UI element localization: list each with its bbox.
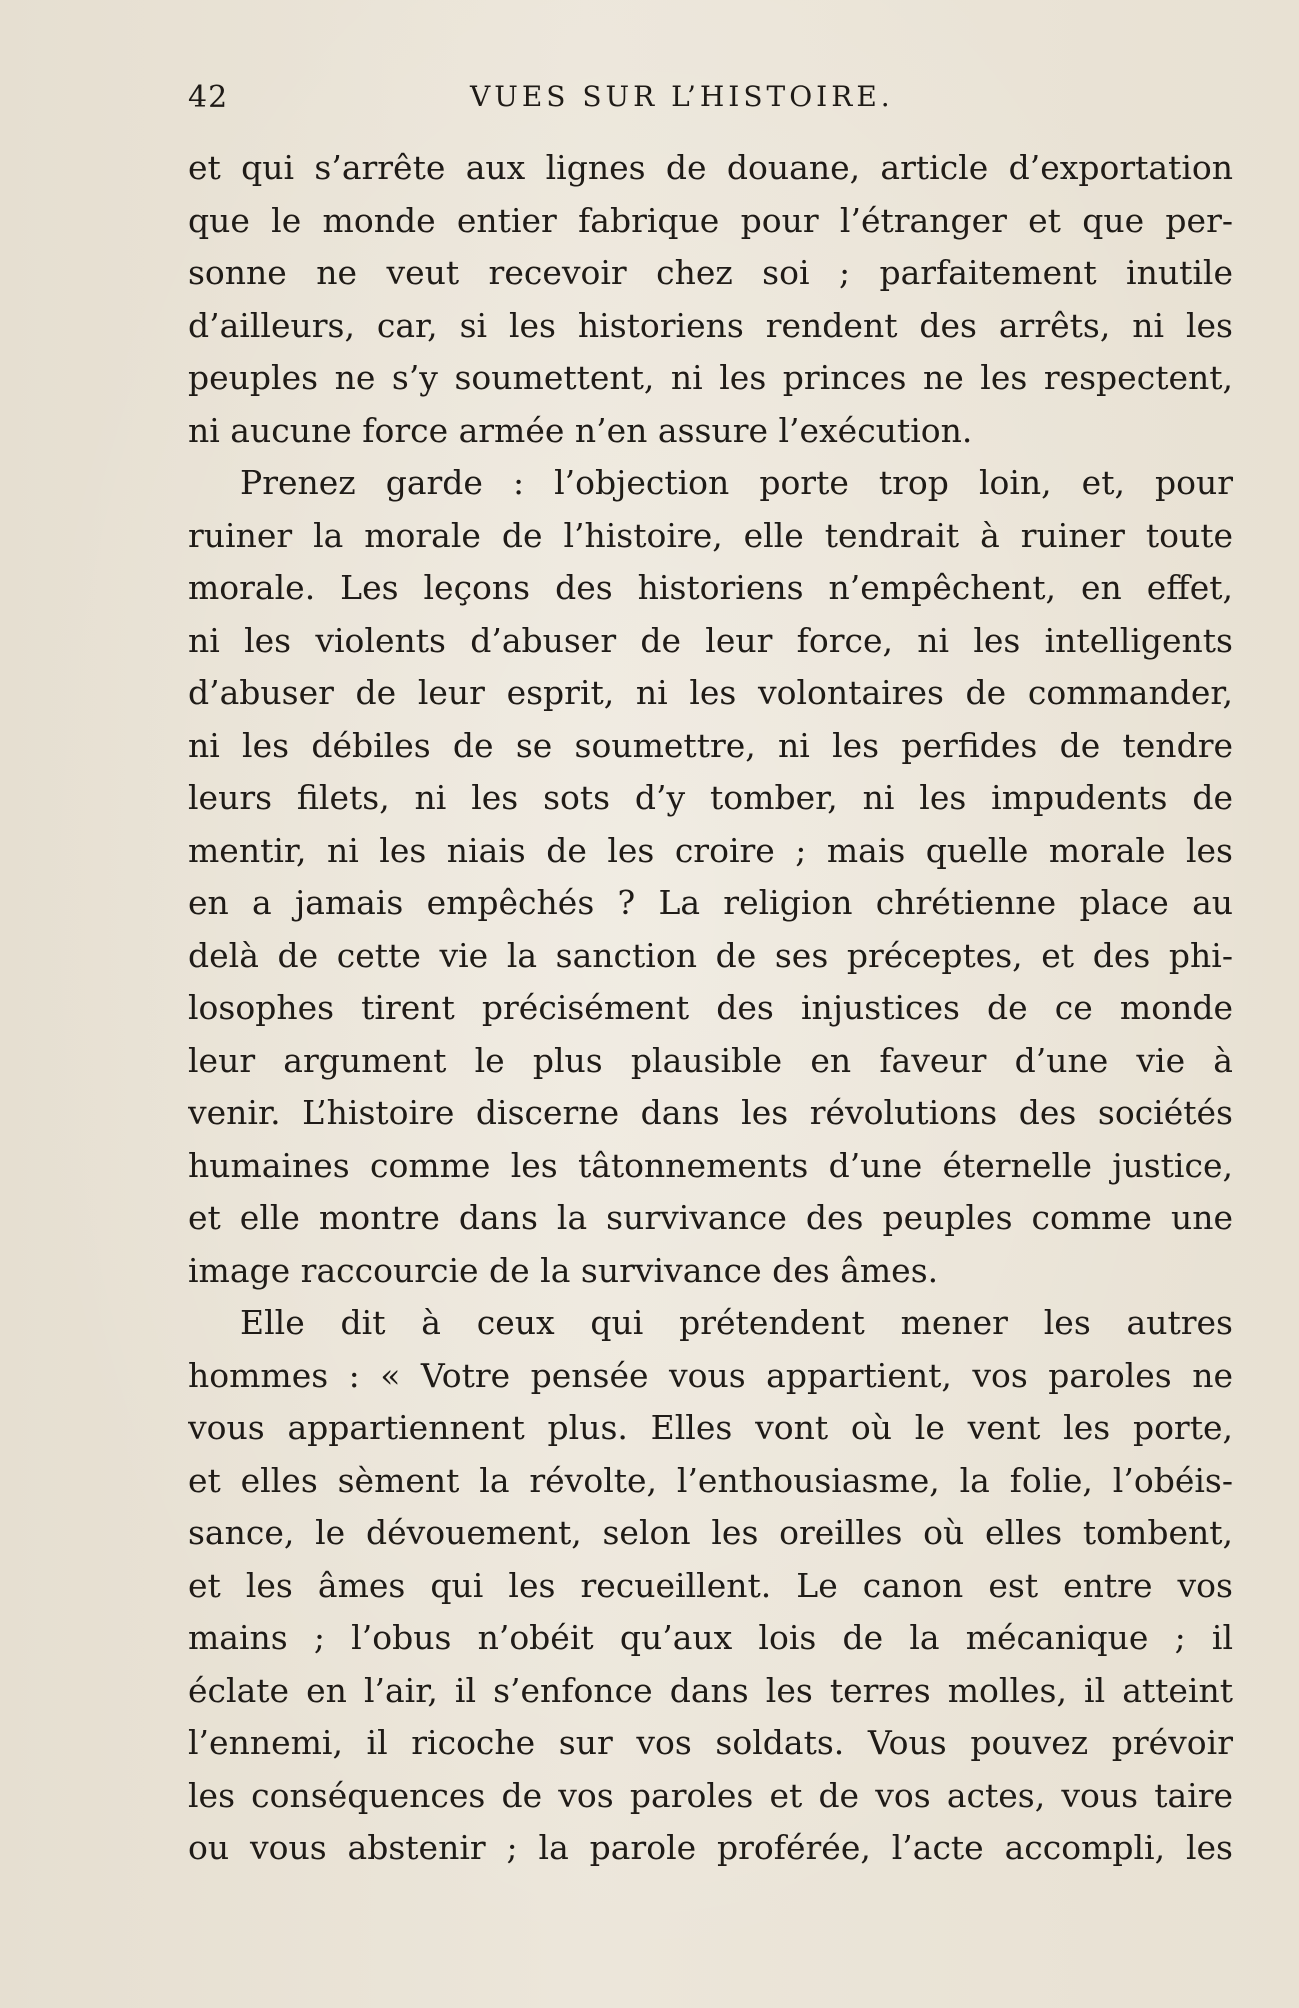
- body-text: [188, 142, 1233, 1875]
- text-line: que le monde entier fabrique pour l’étranger et que per-: [188, 200, 1233, 240]
- page-header: [0, 80, 1299, 120]
- text-line: sance, le dévouement, selon les oreilles où elles tombent,: [188, 1513, 1233, 1552]
- text-line: venir. L’histoire discerne dans les révolutions des sociétés: [188, 1093, 1233, 1132]
- text-line: mains ; l’obus n’obéit qu’aux lois de la mécanique ; il: [188, 1618, 1233, 1657]
- text-line: et elle montre dans la survivance des peuples comme une: [188, 1198, 1233, 1237]
- running-title: VUES SUR L’HISTOIRE.: [470, 80, 894, 113]
- text-line: en a jamais empêchés ? La religion chrétienne place au: [188, 883, 1233, 922]
- text-line: Elle dit à ceux qui prétendent mener les autres: [240, 1303, 1233, 1342]
- text-line: d’ailleurs, car, si les historiens rendent des arrêts, ni les: [188, 305, 1233, 345]
- text-line: losophes tirent précisément des injustices de ce monde: [188, 988, 1233, 1027]
- text-line: hommes : « Votre pensée vous appartient, vos paroles ne: [188, 1355, 1233, 1395]
- text-line: image raccourcie de la survivance des âmes.: [188, 1250, 939, 1290]
- page-number: 42: [188, 80, 229, 115]
- text-line: et elles sèment la révolte, l’enthousiasme, la folie, l’obéis-: [188, 1460, 1233, 1500]
- text-line: les conséquences de vos paroles et de vos actes, vous taire: [188, 1775, 1233, 1815]
- text-line: l’ennemi, il ricoche sur vos soldats. Vous pouvez prévoir: [188, 1723, 1233, 1762]
- text-line: et les âmes qui les recueillent. Le canon est entre vos: [188, 1565, 1233, 1605]
- text-line: leur argument le plus plausible en faveur d’une vie à: [188, 1040, 1233, 1080]
- text-line: d’abuser de leur esprit, ni les volontaires de commander,: [188, 673, 1233, 712]
- text-line: sonne ne veut recevoir chez soi ; parfaitement inutile: [188, 253, 1233, 292]
- text-line: mentir, ni les niais de les croire ; mais quelle morale les: [188, 830, 1233, 870]
- text-line: ni aucune force armée n’en assure l’exécution.: [188, 410, 973, 450]
- text-line: Prenez garde : l’objection porte trop loin, et, pour: [240, 463, 1233, 502]
- text-line: et qui s’arrête aux lignes de douane, article d’exportation: [188, 148, 1233, 187]
- text-line: ou vous abstenir ; la parole proférée, l’acte accompli, les: [188, 1828, 1233, 1867]
- text-line: vous appartiennent plus. Elles vont où le vent les porte,: [188, 1408, 1233, 1447]
- text-line: leurs filets, ni les sots d’y tomber, ni les impudents de: [188, 778, 1233, 817]
- text-line: éclate en l’air, il s’enfonce dans les terres molles, il atteint: [188, 1670, 1233, 1710]
- text-line: ni les violents d’abuser de leur force, ni les intelligents: [188, 620, 1233, 660]
- text-line: peuples ne s’y soumettent, ni les princes ne les respectent,: [188, 358, 1233, 397]
- text-line: delà de cette vie la sanction de ses préceptes, et des phi-: [188, 935, 1233, 975]
- text-line: ruiner la morale de l’histoire, elle tendrait à ruiner toute: [188, 515, 1233, 555]
- text-line: ni les débiles de se soumettre, ni les perfides de tendre: [188, 725, 1233, 765]
- text-line: humaines comme les tâtonnements d’une éternelle justice,: [188, 1145, 1233, 1185]
- text-line: morale. Les leçons des historiens n’empêchent, en effet,: [188, 568, 1233, 607]
